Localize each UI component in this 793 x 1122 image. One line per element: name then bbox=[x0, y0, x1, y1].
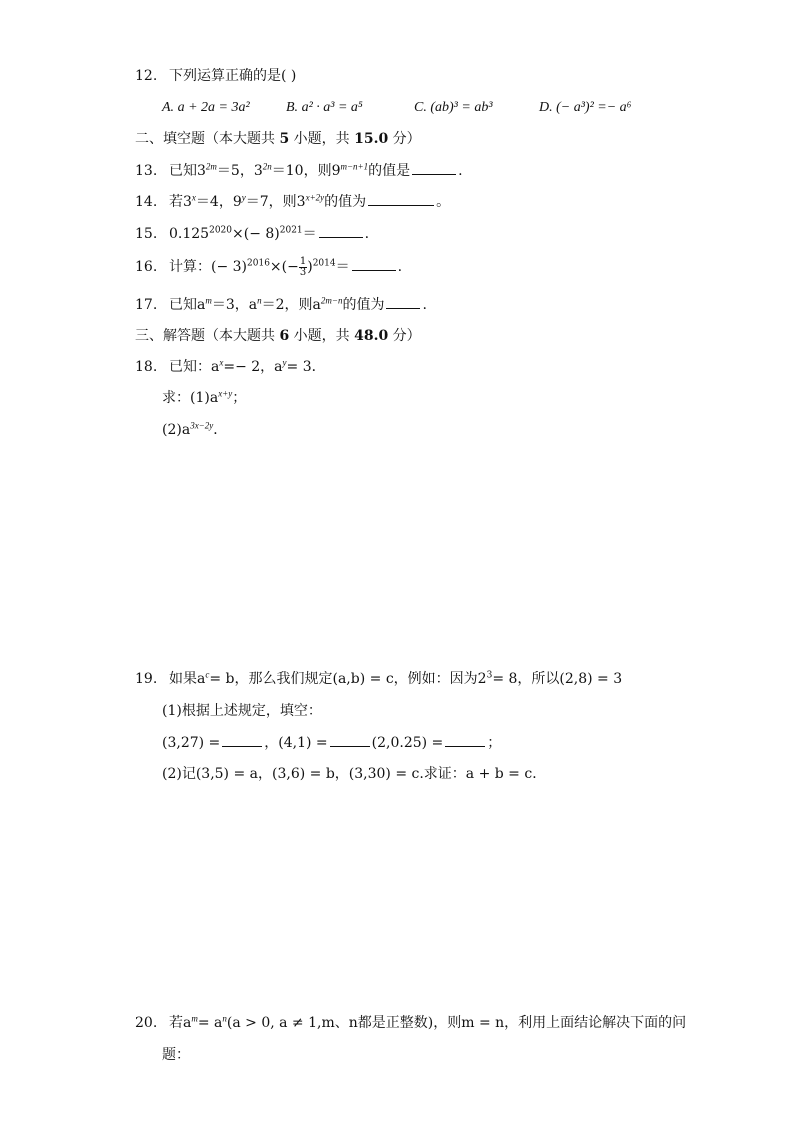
answer-blank[interactable] bbox=[386, 294, 420, 309]
question-17: 17. 已知$a^m=3$，$a^n=2$，则$a^{2m-n}$的值为 . bbox=[135, 295, 427, 313]
question-18-part-2: $(2)a^{3x-2y}$． bbox=[162, 420, 228, 438]
question-19-part-1: (1)根据上述规定，填空： bbox=[162, 703, 322, 719]
question-12 bbox=[135, 66, 296, 86]
question-20: 20. 若$a^m= a^n(a > 0$, a ≠ 1,m、n都是正整数)，则m = n，利用上面结论解决下面的问 bbox=[135, 1013, 687, 1031]
question-19-part-2: (2)记(3,5) = a，(3,6) = b，(3,30) = c.求证：a + b = c． bbox=[162, 766, 547, 782]
question-16: 16. 计算：(− 3)$^{2016}$×(− $\frac{1}{3}$ )$^{2014}$＝ . bbox=[135, 255, 403, 278]
section-heading-answer: 三、解答题（本大题共 6 小题，共 48.0 分） bbox=[135, 328, 421, 344]
question-19-blanks: (3,27) = ，(4,1) = (2,0.25) = ； bbox=[162, 732, 501, 753]
option-a: A. a + 2a = 3a² bbox=[162, 100, 250, 115]
option-c: C. (ab)³ = ab³ bbox=[414, 100, 493, 115]
option-b: B. a² · a³ = a⁵ bbox=[286, 100, 363, 115]
question-12-options bbox=[162, 98, 682, 118]
question-18: 18. 已知：$a^x=- 2$，$a^y= 3$． bbox=[135, 357, 326, 375]
question-20-continued: 题： bbox=[162, 1047, 190, 1063]
question-stem: 下列运算正确的是( ) bbox=[169, 68, 297, 84]
answer-blank[interactable] bbox=[445, 732, 485, 747]
option-d: D. (− a³)² =− a⁶ bbox=[539, 100, 632, 115]
answer-blank[interactable] bbox=[352, 256, 396, 271]
question-number: 12. bbox=[135, 68, 158, 84]
answer-blank[interactable] bbox=[368, 191, 434, 206]
question-15: 15. $0.125^{2020}\times(- 8)^{2021}=$ . bbox=[135, 223, 369, 244]
section-heading-fill-blank: 二、填空题（本大题共 5 小题，共 15.0 分） bbox=[135, 131, 421, 147]
question-19: 19. 如果$a^c= b$，那么我们规定(a,b) = c，例如：因为$2^3= 8$，所以(2,8) = 3 bbox=[135, 669, 623, 687]
question-18-part-1: 求：$(1)a^{x+y}$； bbox=[162, 388, 247, 406]
fraction-one-third: $\frac{1}{3}$ bbox=[299, 255, 307, 278]
question-14: 14. 若$3^x=4$，$9^y=7$，则$3^{x+2y}$的值为 。 bbox=[135, 192, 451, 210]
question-13: 13. 已知$3^{2m}=5$，$3^{2n}=10$，则$9^{m-n+1}$的值是 . bbox=[135, 161, 463, 179]
answer-blank[interactable] bbox=[412, 160, 456, 175]
answer-blank[interactable] bbox=[330, 732, 370, 747]
answer-blank[interactable] bbox=[222, 732, 262, 747]
answer-blank[interactable] bbox=[319, 223, 363, 238]
